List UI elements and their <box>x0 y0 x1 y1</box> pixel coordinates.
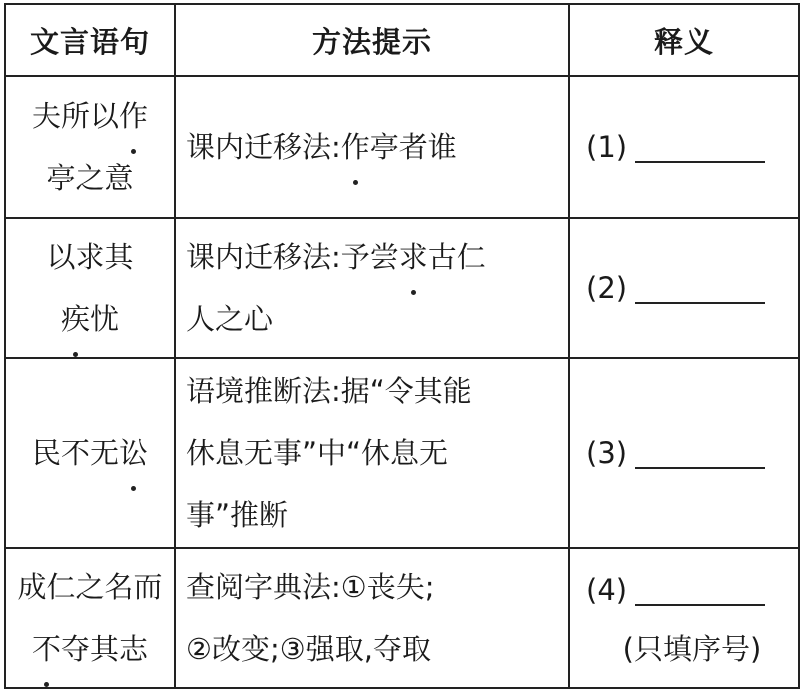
hint-text: 事”推断 <box>186 498 289 532</box>
hint-cell <box>175 358 569 548</box>
answer-blank[interactable] <box>635 272 765 304</box>
hint-text: 人之心 <box>186 302 274 336</box>
header-row <box>5 4 799 76</box>
sentence-cell <box>5 76 175 218</box>
sentence-cell <box>5 358 175 548</box>
sentence-cell <box>5 218 175 358</box>
emphasis-char: 不 <box>32 618 61 680</box>
sentence-text: 夺其志 <box>61 632 149 666</box>
answer-blank[interactable] <box>635 437 765 469</box>
hint-text: 查阅字典法:①丧失; <box>186 570 435 604</box>
sentence-cell <box>5 548 175 688</box>
header-method: 方法提示 <box>175 4 569 76</box>
answer-number: (2) <box>586 271 628 305</box>
hint-text: 语境推断法:据“令其能 <box>186 374 472 408</box>
sentence-text: 以 <box>46 240 76 274</box>
hint-text: 古仁 <box>427 240 486 274</box>
answer-cell <box>569 76 799 218</box>
hint-text: ②改变;③强取,夺取 <box>186 632 431 666</box>
sentence-text: 民不无 <box>31 436 119 470</box>
answer-note: (只填序号) <box>622 632 762 666</box>
table-row <box>5 218 799 358</box>
answer-number: (1) <box>586 130 628 164</box>
answer-cell <box>569 358 799 548</box>
answer-blank[interactable] <box>635 574 765 606</box>
hint-text: 课内迁移法: <box>186 130 341 164</box>
hint-text: 亭者谁 <box>369 130 457 164</box>
sentence-text: 求其 <box>75 240 134 274</box>
table-row <box>5 548 799 688</box>
hint-text: 休息无事”中“休息无 <box>186 436 449 470</box>
hint-text: 课内迁移法:予尝 <box>186 240 399 274</box>
hint-cell <box>175 548 569 688</box>
sentence-text: 夫所以 <box>31 99 119 133</box>
table-row <box>5 358 799 548</box>
emphasis-char: 疾 <box>61 288 90 350</box>
hint-cell <box>175 218 569 358</box>
definition-table <box>4 3 800 689</box>
answer-cell <box>569 548 799 688</box>
answer-cell <box>569 218 799 358</box>
sentence-text: 成仁之名而 <box>17 570 163 604</box>
hint-cell <box>175 76 569 218</box>
sentence-text: 亭之意 <box>46 161 134 195</box>
sentence-text: 忧 <box>90 302 120 336</box>
emphasis-char: 求 <box>399 226 428 288</box>
emphasis-char: 讼 <box>119 422 148 484</box>
header-sentence: 文言语句 <box>5 4 175 76</box>
emphasis-char: 作 <box>341 116 370 178</box>
table-row <box>5 76 799 218</box>
header-meaning: 释义 <box>569 4 799 76</box>
emphasis-char: 作 <box>119 85 148 147</box>
answer-blank[interactable] <box>635 131 765 163</box>
answer-number: (4) <box>586 573 628 607</box>
answer-number: (3) <box>586 436 628 470</box>
